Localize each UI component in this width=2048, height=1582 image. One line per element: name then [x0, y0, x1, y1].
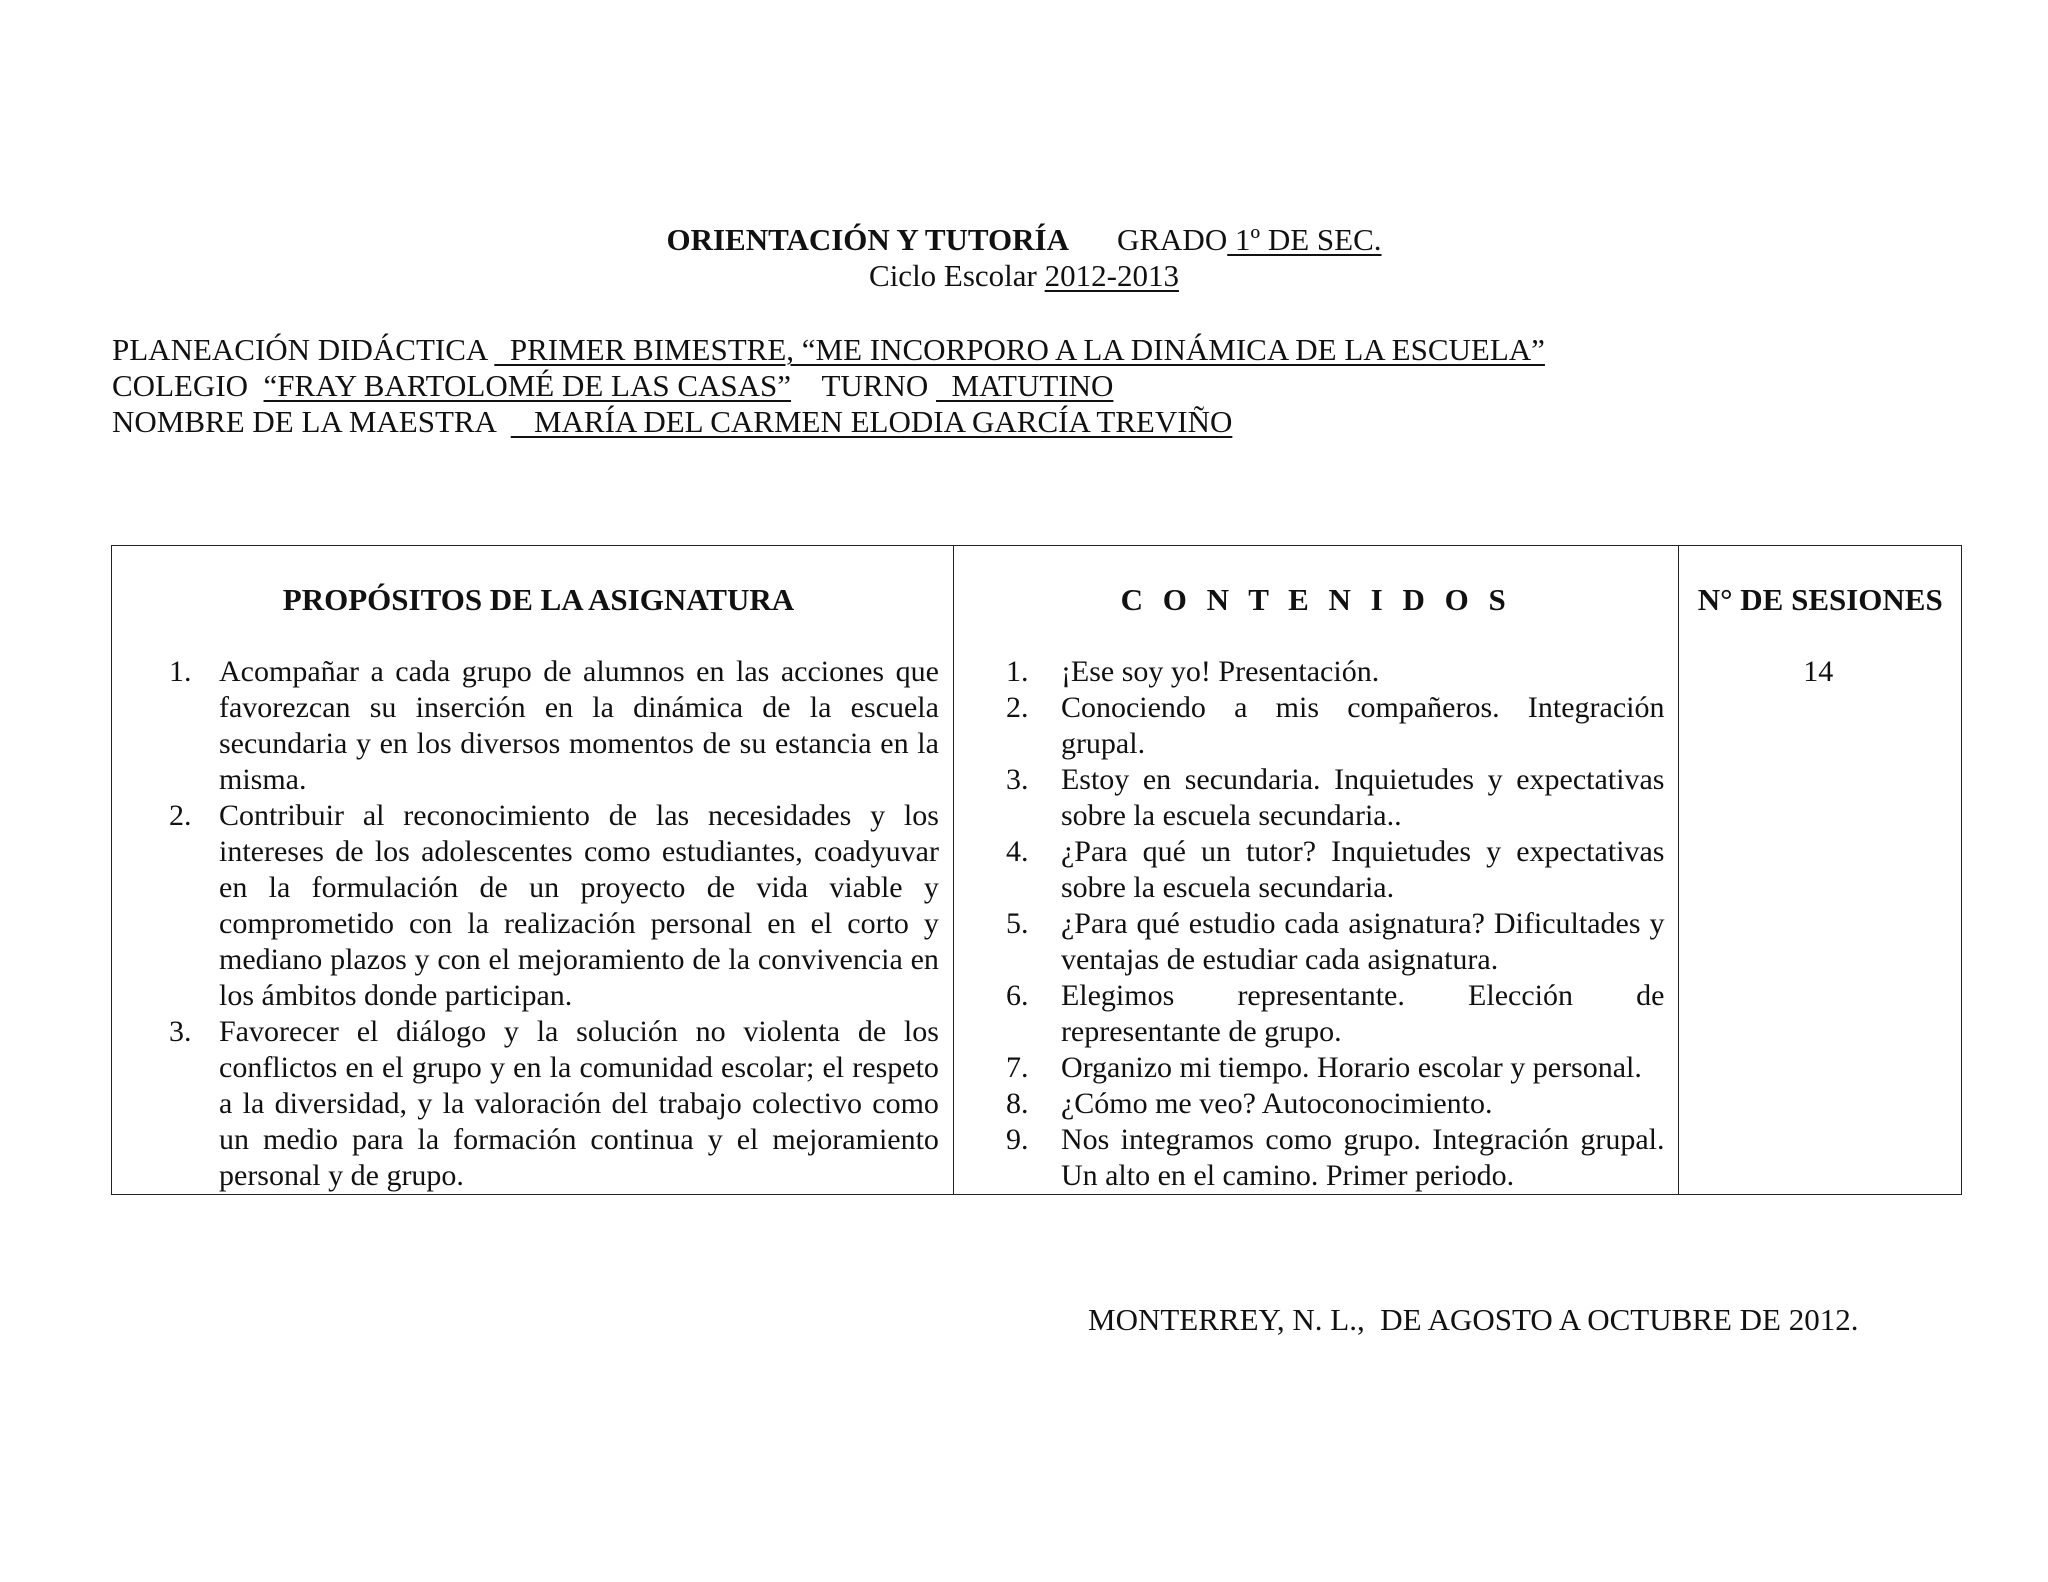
teacher-line	[112, 404, 1232, 440]
item-text: Estoy en secundaria. Inquietudes y expectativas sobre la escuela secundaria..	[1060, 763, 1665, 832]
list-item	[1005, 834, 1665, 906]
item-number: 6.	[1005, 979, 1029, 1012]
item-number: 7.	[1005, 1051, 1029, 1084]
school-label: COLEGIO	[112, 368, 249, 403]
footer-place-date: MONTERREY, N. L., DE AGOSTO A OCTUBRE DE 2012.	[1088, 1302, 1859, 1337]
item-text: ¿Para qué un tutor? Inquietudes y expectativas sobre la escuela secundaria.	[1060, 835, 1665, 904]
item-number: 4.	[1005, 835, 1029, 868]
purposes-cell	[112, 546, 954, 1195]
item-number: 1.	[1005, 655, 1029, 688]
school-cycle	[0, 258, 2048, 294]
shift-label: TURNO	[821, 368, 929, 403]
item-number: 2.	[1005, 691, 1029, 724]
sessions-header: N° DE SESIONES	[1697, 582, 1943, 617]
planning-label: PLANEACIÓN DIDÁCTICA	[112, 332, 487, 367]
cycle-value: 2012-2013	[1044, 258, 1179, 293]
list-item	[1005, 690, 1665, 762]
contents-cell	[953, 546, 1679, 1195]
school-value: “FRAY BARTOLOMÉ DE LAS CASAS”	[263, 368, 792, 403]
item-number: 3.	[169, 1015, 192, 1048]
list-item	[1005, 1122, 1665, 1194]
item-text: ¡Ese soy yo! Presentación.	[1060, 655, 1380, 688]
cycle-label: Ciclo Escolar	[869, 258, 1045, 293]
item-text: Organizo mi tiempo. Horario escolar y personal.	[1060, 1051, 1642, 1084]
shift-value: MATUTINO	[936, 368, 1114, 403]
document-title	[0, 222, 2048, 258]
item-text: Favorecer el diálogo y la solución no violenta de los conflictos en el grupo y en la comunidad escolar; el respeto a la diversidad, y la valoración del trabajo colectivo como un medio para la formación continua y el mejoramiento personal y de grupo.	[219, 1015, 939, 1192]
list-item	[1005, 654, 1665, 690]
item-text: ¿Para qué estudio cada asignatura? Dificultades y ventajas de estudiar cada asignatura.	[1060, 907, 1665, 976]
list-item	[1005, 978, 1665, 1050]
list-item	[1005, 1050, 1665, 1086]
subject-title: ORIENTACIÓN Y TUTORÍA	[666, 222, 1069, 257]
planning-line	[112, 332, 1545, 368]
teacher-value: MARÍA DEL CARMEN ELODIA GARCÍA TREVIÑO	[510, 404, 1233, 439]
list-item	[169, 1014, 939, 1194]
item-text: Conociendo a mis compañeros. Integración grupal.	[1060, 691, 1665, 760]
table-row	[112, 546, 1962, 1195]
item-number: 5.	[1005, 907, 1029, 940]
teacher-label: NOMBRE DE LA MAESTRA	[112, 404, 496, 439]
item-number: 9.	[1005, 1123, 1029, 1156]
planning-table	[111, 545, 1962, 1195]
item-number: 2.	[169, 799, 192, 832]
purposes-list	[112, 654, 953, 1194]
list-item	[169, 798, 939, 1014]
item-number: 8.	[1005, 1087, 1029, 1120]
school-line	[112, 368, 1113, 404]
sessions-cell	[1679, 546, 1962, 1195]
list-item	[1005, 762, 1665, 834]
item-text: ¿Cómo me veo? Autoconocimiento.	[1060, 1087, 1493, 1120]
item-number: 1.	[169, 655, 192, 688]
item-text: Contribuir al reconocimiento de las necesidades y los intereses de los adolescentes como estudiantes, coadyuvar en la formulación de un proyecto de vida viable y comprometido con la realización personal en el corto y mediano plazos y con el mejoramiento de la convivencia en los ámbitos donde participan.	[219, 799, 939, 1012]
contents-header: C O N T E N I D O S	[1120, 582, 1512, 617]
item-text: Nos integramos como grupo. Integración grupal. Un alto en el camino. Primer periodo.	[1060, 1123, 1665, 1192]
purposes-header: PROPÓSITOS DE LA ASIGNATURA	[282, 582, 795, 617]
list-item	[169, 654, 939, 798]
grade-label: GRADO	[1116, 222, 1228, 257]
grade-value: 1º DE SEC.	[1227, 222, 1382, 257]
contents-list	[954, 654, 1679, 1194]
planning-value: PRIMER BIMESTRE, “ME INCORPORO A LA DINÁMICA DE LA ESCUELA”	[494, 332, 1545, 367]
item-number: 3.	[1005, 763, 1029, 796]
item-text: Acompañar a cada grupo de alumnos en las acciones que favorezcan su inserción en la dinámica de la escuela secundaria y en los diversos momentos de su estancia en la misma.	[219, 655, 939, 796]
item-text: Elegimos representante. Elección de representante de grupo.	[1060, 979, 1665, 1048]
list-item	[1005, 1086, 1665, 1122]
list-item	[1005, 906, 1665, 978]
sessions-value: 14	[1803, 655, 1834, 688]
